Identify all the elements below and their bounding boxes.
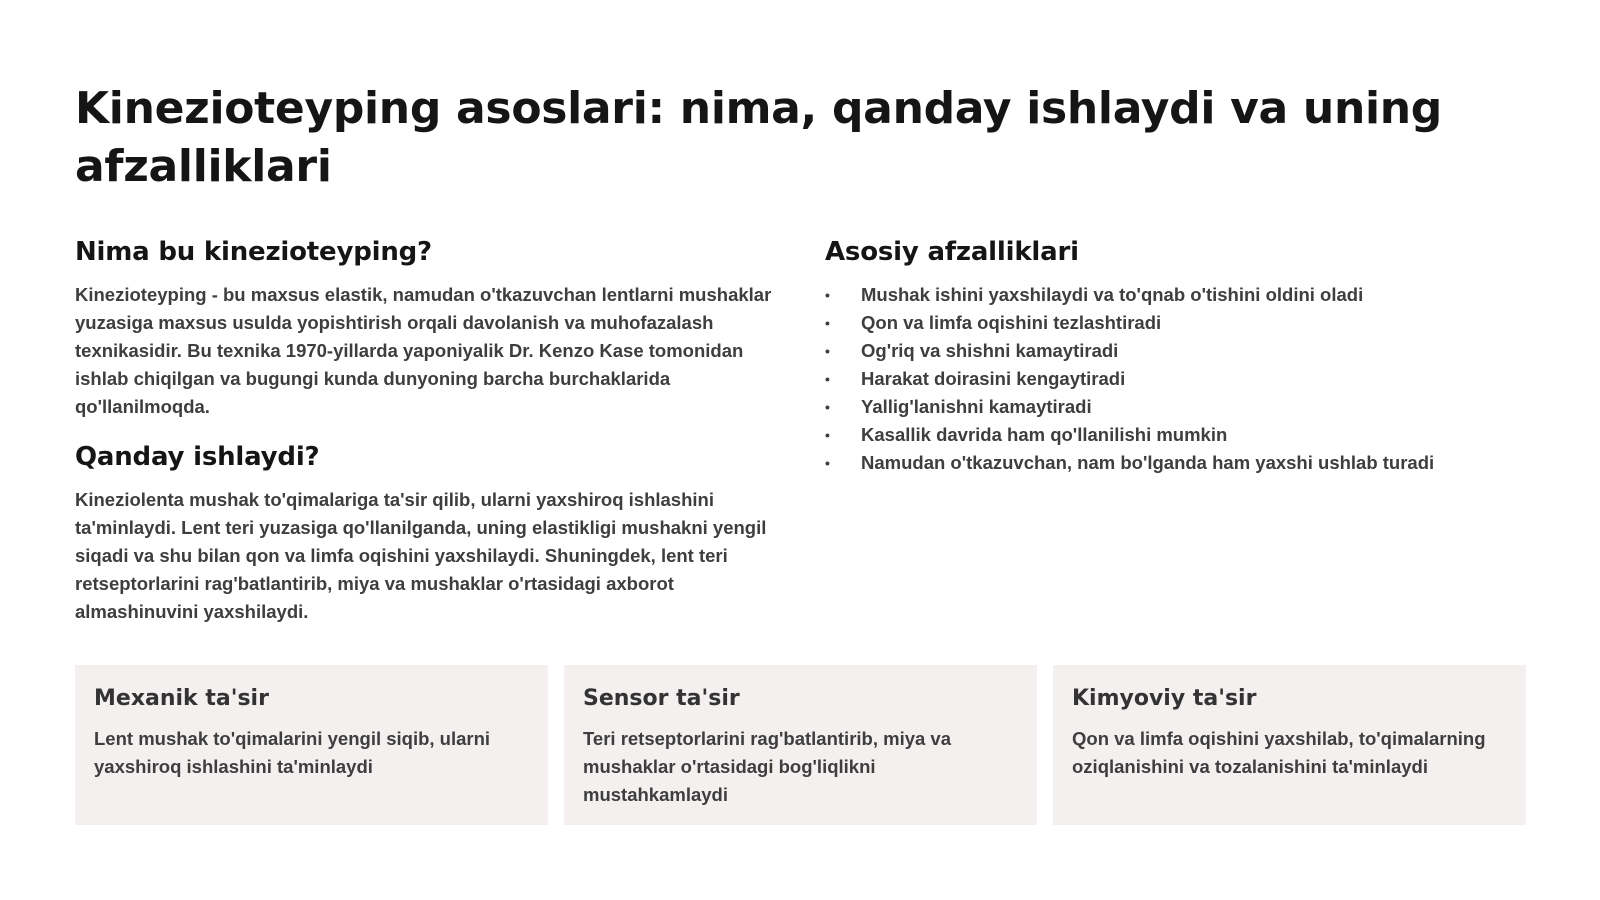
benefits-heading: Asosiy afzalliklari	[825, 237, 1079, 267]
benefits-list	[825, 281, 1525, 477]
what-is-heading: Nima bu kinezioteyping?	[75, 237, 432, 267]
bullet-icon: •	[825, 427, 830, 443]
sensory-effect-card	[564, 665, 1037, 825]
benefit-item	[825, 337, 1525, 365]
chemical-effect-card	[1053, 665, 1526, 825]
bullet-icon: •	[825, 371, 830, 387]
benefit-text: Kasallik davrida ham qo'llanilishi mumkin	[861, 424, 1228, 445]
effects-cards	[75, 665, 1526, 825]
what-is-section	[75, 234, 775, 421]
benefit-text: Og'riq va shishni kamaytiradi	[861, 340, 1119, 361]
benefit-item	[825, 449, 1525, 477]
card-title: Sensor ta'sir	[583, 686, 740, 711]
benefit-item	[825, 365, 1525, 393]
right-column	[825, 234, 1525, 477]
benefit-text: Namudan o'tkazuvchan, nam bo'lganda ham yaxshi ushlab turadi	[861, 452, 1435, 473]
bullet-icon: •	[825, 399, 830, 415]
benefit-text: Yallig'lanishni kamaytiradi	[861, 396, 1092, 417]
mechanical-effect-card	[75, 665, 548, 825]
benefit-item	[825, 281, 1525, 309]
benefit-item	[825, 309, 1525, 337]
benefit-item	[825, 421, 1525, 449]
bullet-icon: •	[825, 455, 830, 471]
card-text: Qon va limfa oqishini yaxshilab, to'qimalarning oziqlanishini va tozalanishini ta'minlaydi	[1072, 728, 1486, 777]
benefit-item	[825, 393, 1525, 421]
how-it-works-section	[75, 439, 775, 626]
card-title: Kimyoviy ta'sir	[1072, 686, 1257, 711]
bullet-icon: •	[825, 287, 830, 303]
bullet-icon: •	[825, 343, 830, 359]
benefit-text: Mushak ishini yaxshilaydi va to'qnab o'tishini oldini oladi	[861, 284, 1364, 305]
what-is-text: Kinezioteyping - bu maxsus elastik, namudan o'tkazuvchan lentlarni mushaklar yuzasiga maxsus usulda yopishtirish orqali davolanish va muhofazalash texnikasidir. Bu texnika 1970-yillarda yaponiyalik Dr. Kenzo Kase tomonidan ishlab chiqilgan va bugungi kunda dunyoning barcha burchaklarida qo'llanilmoqda.	[75, 284, 772, 417]
benefit-text: Harakat doirasini kengaytiradi	[861, 368, 1126, 389]
how-it-works-heading: Qanday ishlaydi?	[75, 442, 320, 472]
card-text: Lent mushak to'qimalarini yengil siqib, ularni yaxshiroq ishlashini ta'minlaydi	[94, 728, 491, 777]
left-column	[75, 234, 775, 626]
bullet-icon: •	[825, 315, 830, 331]
benefit-text: Qon va limfa oqishini tezlashtiradi	[861, 312, 1162, 333]
slide-title: Kinezioteyping asoslari: nima, qanday ishlaydi va uning afzalliklari	[75, 83, 1442, 192]
card-text: Teri retseptorlarini rag'batlantirib, miya va mushaklar o'rtasidagi bog'liqlikni mustahkamlaydi	[583, 728, 952, 805]
how-it-works-text: Kineziolenta mushak to'qimalariga ta'sir qilib, ularni yaxshiroq ishlashini ta'minlaydi. Lent teri yuzasiga qo'llanilganda, uning elastikligi mushakni yengil siqadi va shu bilan qon va limfa oqishini yaxshilaydi. Shuningdek, lent teri retseptorlarini rag'batlantirib, miya va mushaklar o'rtasidagi axborot almashinuvini yaxshilaydi.	[75, 489, 767, 622]
card-title: Mexanik ta'sir	[94, 686, 269, 711]
